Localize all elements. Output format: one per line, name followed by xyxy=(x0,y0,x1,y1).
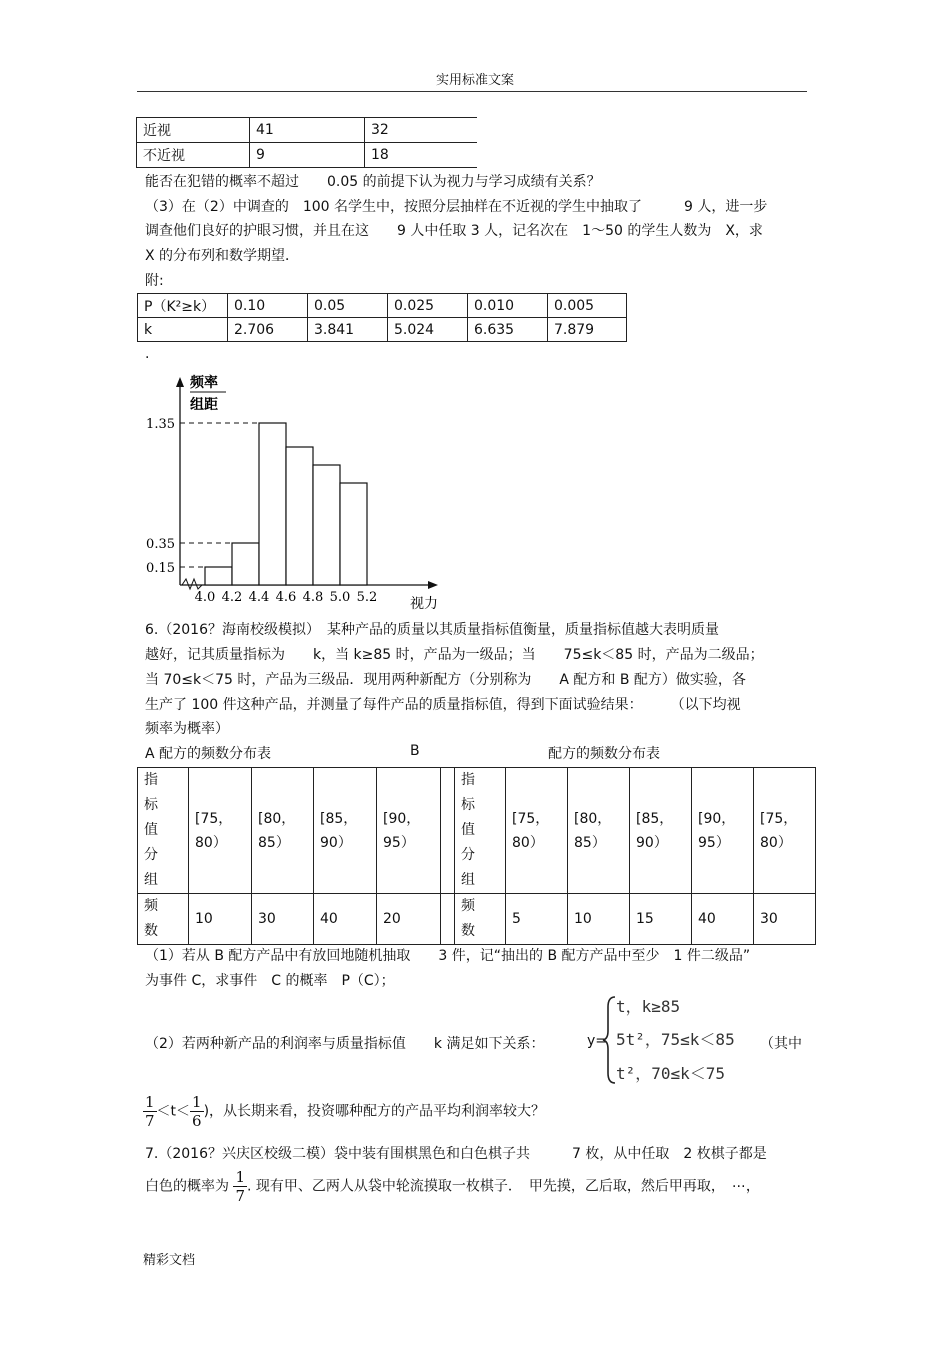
interval-start: [90， xyxy=(698,810,736,827)
myopia-cell: 32 xyxy=(365,118,478,143)
interval-end: 95） xyxy=(383,834,415,851)
fraction-one-seventh xyxy=(143,1093,157,1130)
x-tick-label: 4.8 xyxy=(302,590,324,605)
critical-cell: 0.010 xyxy=(468,294,548,318)
interval-start: [90， xyxy=(383,810,421,827)
y-axis-label-top: 频率 xyxy=(190,375,218,391)
interval-start: [85， xyxy=(636,810,674,827)
dot-mark: . xyxy=(145,346,150,362)
x-axis-label: 视力 xyxy=(410,596,438,612)
interval-start: [75， xyxy=(760,810,798,827)
interval-end: 80） xyxy=(512,834,544,851)
header-char: 指 xyxy=(461,772,475,788)
fraction-one-sixth xyxy=(190,1093,204,1130)
inequality-text: ＜t＜ xyxy=(156,1103,191,1120)
q6-part2-end: )，从长期来看，投资哪种配方的产品平均利润率较大？ xyxy=(203,1103,546,1120)
q7-line2 xyxy=(145,1168,760,1205)
header-rule xyxy=(137,91,807,92)
group-header-a xyxy=(138,768,189,894)
axis-break-icon xyxy=(182,579,202,589)
interval-start: [75， xyxy=(195,810,233,827)
y-axis-label-bottom: 组距 xyxy=(190,397,218,413)
b-group-cell xyxy=(692,768,754,894)
t-range-line xyxy=(143,1093,545,1130)
critical-cell: 0.005 xyxy=(548,294,627,318)
header-char: 频 xyxy=(461,898,475,914)
header-char: 数 xyxy=(461,923,475,939)
table-gap xyxy=(441,894,455,945)
q7-line1: 7.（2016？兴庆区校级二模）袋中装有围棋黑色和白色棋子共 7 枚，从中任取 2 枚棋子都是 xyxy=(145,1146,767,1162)
myopia-cell: 41 xyxy=(250,118,365,143)
header-char: 标 xyxy=(144,797,158,813)
b-group-cell xyxy=(630,768,692,894)
a-count-cell: 10 xyxy=(189,894,252,945)
q7-line2-start: 白色的概率为 xyxy=(145,1178,229,1195)
critical-header: P（K²≥k） xyxy=(138,294,228,318)
header-char: 组 xyxy=(461,872,475,888)
a-count-cell: 40 xyxy=(314,894,377,945)
fraction-one-seventh xyxy=(233,1168,247,1205)
fraction-numerator: 1 xyxy=(145,1093,155,1111)
table-b-letter: B xyxy=(410,743,420,759)
q6-line4: 生产了 100 件这种产品，并测量了每件产品的质量指标值，得到下面试验结果： （以下均视 xyxy=(145,697,741,713)
critical-cell: 2.706 xyxy=(228,318,308,342)
q6-part1-line2: 为事件 C，求事件 C 的概率 P（C）； xyxy=(145,973,395,989)
count-header-a xyxy=(138,894,189,945)
piecewise-case-1: t，k≥85 xyxy=(616,997,681,1016)
q5-part3-line2: 调查他们良好的护眼习惯，并且在这 9 人中任取 3 人，记名次在 1～50 的学生人数为 X，求 xyxy=(145,223,763,239)
myopia-cell: 18 xyxy=(365,143,478,168)
x-axis-arrow xyxy=(428,581,438,589)
fraction-numerator: 1 xyxy=(192,1093,202,1111)
piecewise-case-2: 5t²，75≤k＜85 xyxy=(616,1030,735,1049)
b-count-cell: 5 xyxy=(506,894,568,945)
x-tick-label: 4.4 xyxy=(248,590,270,605)
group-header-b xyxy=(455,768,506,894)
a-count-cell: 30 xyxy=(252,894,314,945)
histogram-bar xyxy=(205,567,232,585)
critical-cell: 6.635 xyxy=(468,318,548,342)
histogram-bar xyxy=(232,543,259,585)
table-gap xyxy=(441,768,455,894)
b-group-cell xyxy=(568,768,630,894)
myopia-label: 不近视 xyxy=(137,143,250,168)
piecewise-tail: （其中 xyxy=(760,1036,802,1052)
b-group-cell xyxy=(506,768,568,894)
q6-part2-text: （2）若两种新产品的利润率与质量指标值 k 满足如下关系： xyxy=(145,1036,545,1052)
q6-line2: 越好，记其质量指标为 k，当 k≥85 时，产品为一级品；当 75≤k＜85 时，产品为二级品； xyxy=(145,647,764,663)
b-count-cell: 15 xyxy=(630,894,692,945)
header-char: 指 xyxy=(144,772,158,788)
interval-start: [75， xyxy=(512,810,550,827)
q5-part3-line1: （3）在（2）中调查的 100 名学生中，按照分层抽样在不近视的学生中抽取了 9 人，进一步 xyxy=(145,199,768,215)
header-char: 分 xyxy=(144,847,158,863)
header-char: 值 xyxy=(144,822,158,838)
b-group-cell xyxy=(754,768,816,894)
q6-line1: 6.（2016？海南校级模拟） 某种产品的质量以其质量指标值衡量，质量指标值越大表明质量 xyxy=(145,622,719,638)
critical-cell: 7.879 xyxy=(548,318,627,342)
interval-start: [80， xyxy=(574,810,612,827)
x-tick-label: 4.0 xyxy=(194,590,216,605)
q6-part1-line1: （1）若从 B 配方产品中有放回地随机抽取 3 件，记“抽出的 B 配方产品中至少 1 件二级品” xyxy=(145,948,751,964)
a-group-cell xyxy=(189,768,252,894)
header-char: 分 xyxy=(461,847,475,863)
critical-header: k xyxy=(138,318,228,342)
q5-part3-line3: X 的分布列和数学期望． xyxy=(145,248,300,264)
interval-end: 85） xyxy=(574,834,606,851)
frequency-table xyxy=(137,767,816,945)
x-tick-label: 5.2 xyxy=(356,590,378,605)
myopia-table xyxy=(136,117,477,168)
fraction-numerator: 1 xyxy=(235,1168,245,1186)
header-char: 标 xyxy=(461,797,475,813)
piecewise-y: y= xyxy=(587,1033,608,1049)
x-tick-label: 4.6 xyxy=(275,590,297,605)
y-tick-label: 0.35 xyxy=(146,537,175,552)
critical-cell: 5.024 xyxy=(388,318,468,342)
b-count-cell: 30 xyxy=(754,894,816,945)
interval-end: 80） xyxy=(195,834,227,851)
appendix-label: 附: xyxy=(145,273,164,289)
q6-line3: 当 70≤k＜75 时，产品为三级品．现用两种新配方（分别称为 A 配方和 B 配方）做实验，各 xyxy=(145,672,746,688)
header-char: 频 xyxy=(144,898,158,914)
histogram-bar xyxy=(340,483,367,585)
page-header-title: 实用标准文案 xyxy=(435,73,514,88)
interval-end: 90） xyxy=(636,834,668,851)
y-tick-label: 1.35 xyxy=(146,417,175,432)
a-group-cell xyxy=(377,768,441,894)
myopia-label: 近视 xyxy=(137,118,250,143)
x-tick-label: 5.0 xyxy=(329,590,351,605)
a-group-cell xyxy=(314,768,377,894)
interval-start: [85， xyxy=(320,810,358,827)
header-char: 组 xyxy=(144,872,158,888)
histogram-bar xyxy=(259,423,286,585)
q6-line5: 频率为概率） xyxy=(145,721,229,737)
page-footer-text: 精彩文档 xyxy=(143,1253,196,1268)
fraction-denominator: 7 xyxy=(235,1187,245,1205)
critical-cell: 0.025 xyxy=(388,294,468,318)
interval-end: 95） xyxy=(698,834,730,851)
histogram-chart xyxy=(130,365,460,615)
critical-cell: 0.05 xyxy=(308,294,388,318)
interval-end: 90） xyxy=(320,834,352,851)
a-group-cell xyxy=(252,768,314,894)
table-a-title: A 配方的频数分布表 xyxy=(145,746,272,762)
histogram-bar xyxy=(286,447,313,585)
fraction-denominator: 6 xyxy=(192,1112,202,1130)
piecewise-case-3: t²，70≤k＜75 xyxy=(616,1064,726,1083)
header-char: 数 xyxy=(144,923,158,939)
table-b-title: 配方的频数分布表 xyxy=(548,746,660,762)
q5-question-line: 能否在犯错的概率不超过 0.05 的前提下认为视力与学习成绩有关系？ xyxy=(145,174,601,190)
header-char: 值 xyxy=(461,822,475,838)
y-axis-arrow xyxy=(176,377,184,387)
a-count-cell: 20 xyxy=(377,894,441,945)
fraction-denominator: 7 xyxy=(145,1112,155,1130)
x-tick-label: 4.2 xyxy=(221,590,243,605)
y-tick-label: 0.15 xyxy=(146,561,175,576)
count-header-b xyxy=(455,894,506,945)
interval-end: 85） xyxy=(258,834,290,851)
critical-cell: 0.10 xyxy=(228,294,308,318)
b-count-cell: 10 xyxy=(568,894,630,945)
b-count-cell: 40 xyxy=(692,894,754,945)
interval-start: [80， xyxy=(258,810,296,827)
critical-cell: 3.841 xyxy=(308,318,388,342)
interval-end: 80） xyxy=(760,834,792,851)
critical-value-table xyxy=(137,293,627,342)
q7-line2-end: . 现有甲、乙两人从袋中轮流摸取一枚棋子． 甲先摸，乙后取，然后甲再取， ⋯， xyxy=(247,1178,760,1195)
myopia-cell: 9 xyxy=(250,143,365,168)
histogram-bar xyxy=(313,465,340,585)
